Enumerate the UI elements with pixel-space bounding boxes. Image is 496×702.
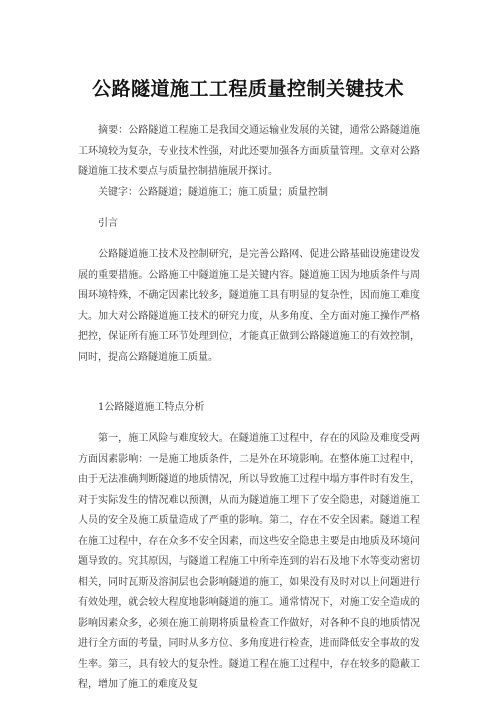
- intro-heading: 引言: [98, 218, 118, 229]
- keywords-line: 关键字：公路隧道；隧道施工；施工质量；质量控制: [98, 187, 328, 198]
- section-heading: 1公路隧道施工特点分析: [98, 402, 205, 413]
- intro-paragraph: 公路隧道施工技术及控制研究，是完善公路网、促进公路基础设施建设发展的重要措施。公路施工中隧道施工是关键内容。隧道施工因为地质条件与周围环境特殊，不确定因素比较多，隧道施工具有明显的复杂性，因而施工难度大。加大对公路隧道施工技术的研究力度，从多角度、全方面对施工操作严格把控，保证所有施工环节处理到位，才能真正做到公路隧道施工的有效控制，同时，提高公路隧道施工质量。: [78, 249, 420, 363]
- abstract-paragraph: 摘要：公路隧道工程施工是我国交通运输业发展的关键，通常公路隧道施工环境较为复杂，专业技术性强，对此还要加强各方面质量管理。文章对公路隧道施工技术要点与质量控制措施展开探讨。: [78, 125, 420, 177]
- document-title: 公路隧道施工工程质量控制关键技术: [91, 78, 404, 100]
- section-paragraph: 第一，施工风险与难度较大。在隧道施工过程中，存在的风险及难度受两方面因素影响：一是施工地质条件，二是外在环境影响。在整体施工过程中，由于无法准确判断隧道的地质情况，所以导致施工过程中塌方事件时有发生，对于实际发生的情况难以预测，从而为隧道施工埋下了安全隐患，对隧道施工人员的安全及施工质量造成了严重的影响。第二，存在不安全因素。隧道工程在施工过程中，存在众多不安全因素，而这些安全隐患主要是由地质及环境问题导致的。究其原因，与隧道工程施工中所牵连到的岩石及地下水等变动密切相关，同时瓦斯及溶洞层也会影响隧道的施工，如果没有及时对以上问题进行有效处理，就会较大程度地影响隧道的施工。通常情况下，对施工安全造成的影响因素众多，必须在施工前期将质量检查工作做好，对各种不良的地质情况进行全方面的考量，同时从多方位、多角度进行检查，进而降低安全事故的发生率。第三，具有较大的复杂性。隧道工程在施工过程中，存在较多的隐蔽工程，增加了施工的难度及复: [78, 433, 420, 690]
